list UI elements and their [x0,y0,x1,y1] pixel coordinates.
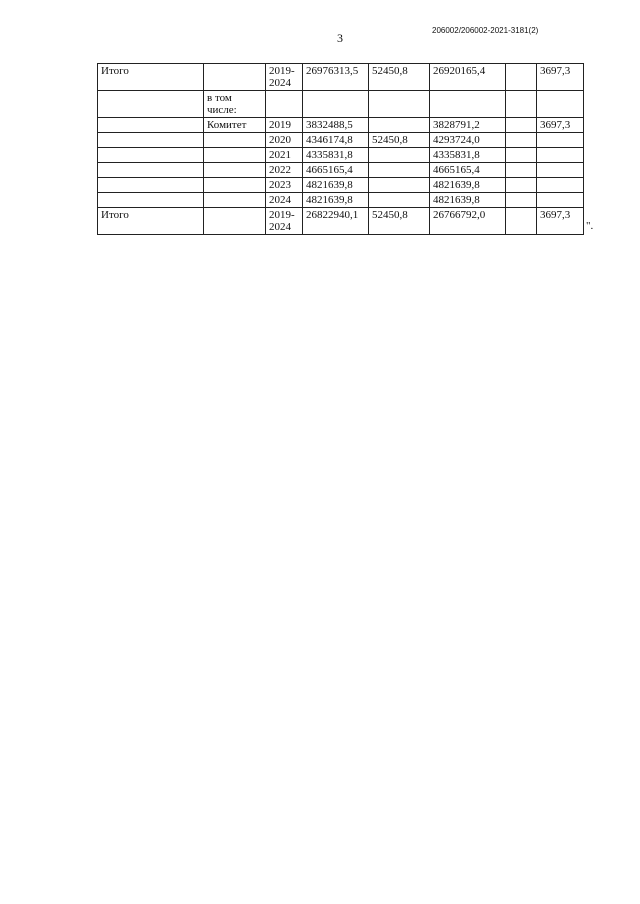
table-row [98,148,584,163]
regional-cell: 26920165,4 [430,64,506,91]
local-cell [506,148,537,163]
year-cell: 2019 [266,118,303,133]
other-cell [537,133,584,148]
row-label [98,148,204,163]
table-row [98,193,584,208]
federal-cell [369,148,430,163]
other-cell [537,91,584,118]
local-cell [506,178,537,193]
year-cell: 2019- 2024 [266,208,303,235]
table-row [98,163,584,178]
table-row [98,208,584,235]
other-cell: 3697,3 [537,208,584,235]
federal-cell: 52450,8 [369,133,430,148]
year-cell [266,91,303,118]
total-cell: 4346174,8 [303,133,369,148]
sub-label: в том числе: [204,91,266,118]
sub-label: Комитет [204,118,266,133]
budget-table [97,63,584,235]
regional-cell: 4665165,4 [430,163,506,178]
year-cell: 2024 [266,193,303,208]
sub-label [204,148,266,163]
row-label: Итого [98,64,204,91]
local-cell [506,163,537,178]
year-cell: 2022 [266,163,303,178]
page-number: 3 [337,31,343,45]
table-row [98,64,584,91]
other-cell [537,148,584,163]
total-cell [303,91,369,118]
local-cell [506,193,537,208]
other-cell [537,163,584,178]
sub-label [204,178,266,193]
row-label [98,193,204,208]
sub-label [204,163,266,178]
document-code: 206002/206002-2021-3181(2) [432,26,539,35]
federal-cell [369,91,430,118]
closing-quote-mark: ". [586,220,594,232]
regional-cell: 4293724,0 [430,133,506,148]
row-label [98,133,204,148]
federal-cell: 52450,8 [369,208,430,235]
year-cell: 2019- 2024 [266,64,303,91]
table-row [98,133,584,148]
regional-cell: 4335831,8 [430,148,506,163]
regional-cell: 4821639,8 [430,193,506,208]
total-cell: 4335831,8 [303,148,369,163]
sub-label [204,64,266,91]
local-cell [506,118,537,133]
other-cell [537,193,584,208]
regional-cell: 3828791,2 [430,118,506,133]
total-cell: 3832488,5 [303,118,369,133]
regional-cell: 4821639,8 [430,178,506,193]
year-cell: 2020 [266,133,303,148]
table-row [98,178,584,193]
total-cell: 4821639,8 [303,193,369,208]
other-cell: 3697,3 [537,64,584,91]
row-label [98,163,204,178]
other-cell [537,178,584,193]
sub-label [204,208,266,235]
federal-cell [369,118,430,133]
total-cell: 4821639,8 [303,178,369,193]
row-label: Итого [98,208,204,235]
local-cell [506,133,537,148]
federal-cell [369,178,430,193]
local-cell [506,64,537,91]
year-cell: 2021 [266,148,303,163]
year-cell: 2023 [266,178,303,193]
row-label [98,91,204,118]
local-cell [506,91,537,118]
federal-cell: 52450,8 [369,64,430,91]
regional-cell: 26766792,0 [430,208,506,235]
federal-cell [369,163,430,178]
total-cell: 4665165,4 [303,163,369,178]
row-label [98,178,204,193]
sub-label [204,133,266,148]
regional-cell [430,91,506,118]
table-row [98,91,584,118]
total-cell: 26976313,5 [303,64,369,91]
total-cell: 26822940,1 [303,208,369,235]
row-label [98,118,204,133]
federal-cell [369,193,430,208]
other-cell: 3697,3 [537,118,584,133]
table-row [98,118,584,133]
local-cell [506,208,537,235]
sub-label [204,193,266,208]
